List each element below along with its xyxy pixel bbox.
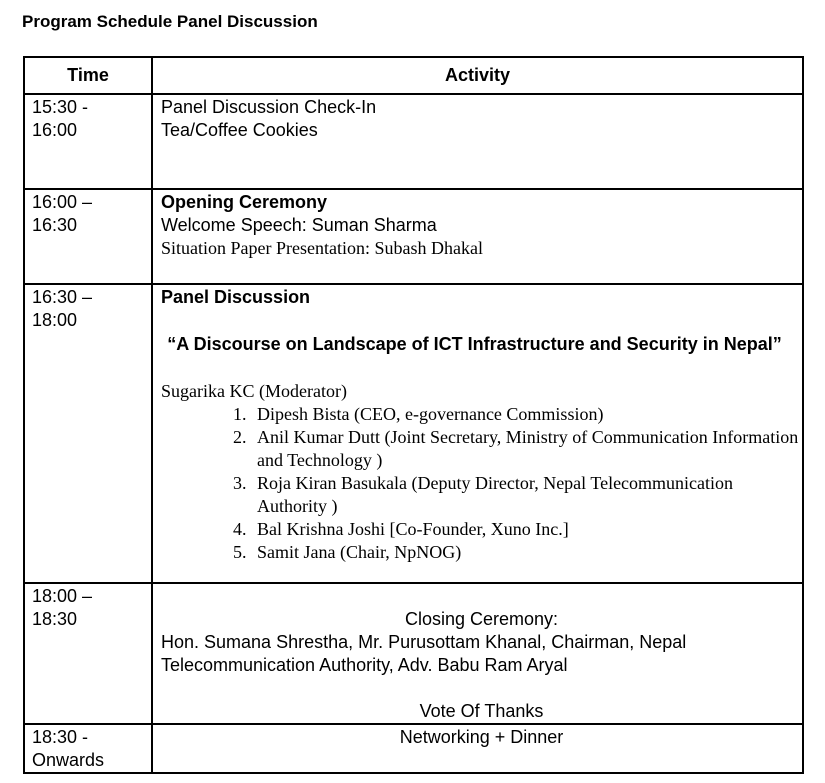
activity-line: Networking + Dinner	[399, 727, 564, 747]
table-row	[24, 94, 803, 189]
activity-cell	[152, 284, 803, 583]
activity-cell	[152, 189, 803, 284]
list-item: 3. Roja Kiran Basukala (Deputy Director, Nepal Telecommunication Authority )	[251, 472, 802, 518]
list-item: 4. Bal Krishna Joshi [Co-Founder, Xuno Inc.]	[251, 518, 802, 541]
table-row	[24, 189, 803, 284]
time-cell	[24, 189, 152, 284]
session-heading: Closing Ceremony:	[404, 609, 559, 629]
activity-cell	[152, 724, 803, 773]
time-start: 16:00 –	[32, 192, 93, 212]
time-cell	[24, 583, 152, 724]
time-start: 18:30 -	[32, 727, 89, 747]
session-heading: Opening Ceremony	[161, 192, 328, 212]
guest-list: Hon. Sumana Shrestha, Mr. Purusottam Khanal, Chairman, Nepal Telecommunication Authority, Adv. Babu Ram Aryal	[161, 632, 687, 675]
activity-line: Panel Discussion Check-In	[161, 97, 377, 117]
time-end: 16:00	[32, 120, 78, 140]
discussion-topic: “A Discourse on Landscape of ICT Infrastructure and Security in Nepal”	[167, 334, 782, 354]
list-item: 5. Samit Jana (Chair, NpNOG)	[251, 541, 802, 564]
time-end: 18:30	[32, 609, 78, 629]
table-row	[24, 284, 803, 583]
time-start: 18:00 –	[32, 586, 93, 606]
time-end: Onwards	[32, 750, 105, 770]
closing-note: Vote Of Thanks	[419, 701, 544, 721]
spacer	[161, 677, 802, 700]
table-header-row	[24, 57, 803, 94]
schedule-table	[23, 56, 804, 774]
moderator: Sugarika KC (Moderator)	[161, 381, 347, 401]
list-item: 2. Anil Kumar Dutt (Joint Secretary, Ministry of Communication Information and Technology )	[251, 426, 802, 472]
activity-line: Tea/Coffee Cookies	[161, 120, 318, 140]
time-end: 16:30	[32, 215, 78, 235]
time-start: 16:30 –	[32, 287, 93, 307]
panelist-list	[161, 403, 802, 564]
time-start: 15:30 -	[32, 97, 89, 117]
session-heading: Panel Discussion	[161, 287, 311, 307]
activity-cell	[152, 583, 803, 724]
table-row	[24, 583, 803, 724]
activity-cell	[152, 94, 803, 189]
activity-line: Welcome Speech: Suman Sharma	[161, 215, 437, 235]
activity-line: Situation Paper Presentation: Subash Dhakal	[161, 238, 483, 258]
table-row	[24, 724, 803, 773]
spacer	[161, 585, 802, 608]
time-cell	[24, 724, 152, 773]
time-column-header: Time	[24, 57, 152, 94]
time-cell	[24, 284, 152, 583]
time-end: 18:00	[32, 310, 78, 330]
page-title: Program Schedule Panel Discussion	[22, 12, 318, 31]
list-item: 1. Dipesh Bista (CEO, e-governance Commission)	[251, 403, 802, 426]
time-cell	[24, 94, 152, 189]
activity-column-header: Activity	[152, 57, 803, 94]
